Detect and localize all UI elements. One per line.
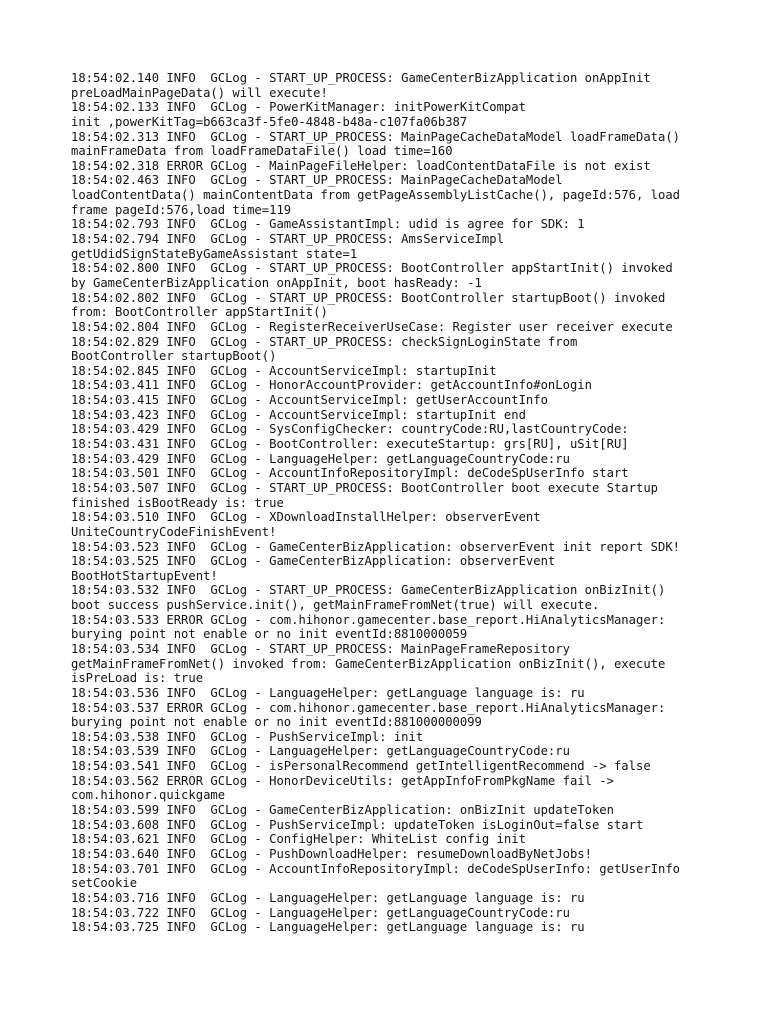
log-line: 18:54:02.794 INFO GCLog - START_UP_PROCESS: AmsServiceImpl — [71, 232, 504, 247]
log-line: 18:54:03.538 INFO GCLog - PushServiceImpl: init — [71, 729, 424, 744]
log-line: isPreLoad is: true — [71, 671, 204, 686]
log-line: 18:54:02.133 INFO GCLog - PowerKitManager: initPowerKitCompat — [71, 100, 526, 115]
log-line: loadContentData() mainContentData from getPageAssemblyListCache(), pageId:576, load — [71, 188, 681, 203]
log-line: 18:54:03.507 INFO GCLog - START_UP_PROCESS: BootController boot execute Startup — [71, 480, 658, 495]
log-line: 18:54:03.525 INFO GCLog - GameCenterBizApplication: observerEvent — [71, 554, 556, 569]
log-line: 18:54:03.725 INFO GCLog - LanguageHelper: getLanguage language is: ru — [71, 920, 585, 935]
log-line: 18:54:02.800 INFO GCLog - START_UP_PROCESS: BootController appStartInit() invoked — [71, 261, 673, 276]
log-line: 18:54:03.562 ERROR GCLog - HonorDeviceUtils: getAppInfoFromPkgName fail -> — [71, 773, 614, 788]
log-line: 18:54:03.431 INFO GCLog - BootController: executeStartup: grs[RU], uSit[RU] — [71, 437, 629, 452]
log-line: 18:54:03.415 INFO GCLog - AccountServiceImpl: getUserAccountInfo — [71, 393, 548, 408]
log-line: 18:54:03.599 INFO GCLog - GameCenterBizApplication: onBizInit updateToken — [71, 803, 614, 818]
log-line: 18:54:03.716 INFO GCLog - LanguageHelper: getLanguage language is: ru — [71, 890, 585, 905]
log-line: BootController startupBoot() — [71, 349, 277, 364]
log-text-block — [71, 71, 711, 935]
log-line: 18:54:02.140 INFO GCLog - START_UP_PROCESS: GameCenterBizApplication onAppInit — [71, 71, 651, 85]
log-line: finished isBootReady is: true — [71, 495, 284, 510]
log-line: burying point not enable or no init eventId:8810000059 — [71, 627, 468, 642]
log-line: getMainFrameFromNet() invoked from: GameCenterBizApplication onBizInit(), execute — [71, 656, 666, 671]
log-line: BootHotStartupEvent! — [71, 568, 218, 583]
log-line: 18:54:03.537 ERROR GCLog - com.hihonor.gamecenter.base_report.HiAnalyticsManager: — [71, 700, 666, 715]
log-line: 18:54:02.793 INFO GCLog - GameAssistantImpl: udid is agree for SDK: 1 — [71, 217, 585, 232]
log-line: 18:54:03.701 INFO GCLog - AccountInfoRepositoryImpl: deCodeSpUserInfo: getUserInfo — [71, 861, 681, 876]
log-line: 18:54:03.608 INFO GCLog - PushServiceImpl: updateToken isLoginOut=false start — [71, 817, 644, 832]
log-line: 18:54:03.541 INFO GCLog - isPersonalRecommend getIntelligentRecommend -> false — [71, 759, 651, 774]
log-line: 18:54:02.313 INFO GCLog - START_UP_PROCESS: MainPageCacheDataModel loadFrameData() — [71, 129, 681, 144]
log-line: by GameCenterBizApplication onAppInit, boot hasReady: -1 — [71, 275, 482, 290]
log-line: 18:54:03.533 ERROR GCLog - com.hihonor.gamecenter.base_report.HiAnalyticsManager: — [71, 612, 666, 627]
log-line: 18:54:02.802 INFO GCLog - START_UP_PROCESS: BootController startupBoot() invoked — [71, 290, 666, 305]
log-line: burying point not enable or no init eventId:881000000099 — [71, 715, 482, 730]
log-line: 18:54:03.640 INFO GCLog - PushDownloadHelper: resumeDownloadByNetJobs! — [71, 846, 592, 861]
log-line: setCookie — [71, 876, 138, 891]
log-line: 18:54:03.510 INFO GCLog - XDownloadInstallHelper: observerEvent — [71, 510, 541, 525]
log-line: UniteCountryCodeFinishEvent! — [71, 524, 277, 539]
log-line: 18:54:02.463 INFO GCLog - START_UP_PROCESS: MainPageCacheDataModel — [71, 173, 563, 188]
log-line: 18:54:03.722 INFO GCLog - LanguageHelper: getLanguageCountryCode:ru — [71, 905, 570, 920]
log-line: preLoadMainPageData() will execute! — [71, 85, 328, 100]
log-line: frame pageId:576,load time=119 — [71, 202, 292, 217]
log-line: from: BootController appStartInit() — [71, 305, 328, 320]
log-line: 18:54:03.539 INFO GCLog - LanguageHelper: getLanguageCountryCode:ru — [71, 744, 570, 759]
log-line: mainFrameData from loadFrameDataFile() load time=160 — [71, 144, 453, 159]
log-line: init ,powerKitTag=b663ca3f-5fe0-4848-b48a-c107fa06b387 — [71, 114, 468, 129]
log-line: 18:54:03.423 INFO GCLog - AccountServiceImpl: startupInit end — [71, 407, 526, 422]
log-line: boot success pushService.init(), getMainFrameFromNet(true) will execute. — [71, 598, 600, 613]
log-line: com.hihonor.quickgame — [71, 788, 226, 803]
log-line: 18:54:03.411 INFO GCLog - HonorAccountProvider: getAccountInfo#onLogin — [71, 378, 592, 393]
log-line: 18:54:03.523 INFO GCLog - GameCenterBizApplication: observerEvent init report SDK! — [71, 539, 681, 554]
log-line: 18:54:02.318 ERROR GCLog - MainPageFileHelper: loadContentDataFile is not exist — [71, 158, 651, 173]
log-line: 18:54:03.501 INFO GCLog - AccountInfoRepositoryImpl: deCodeSpUserInfo start — [71, 466, 629, 481]
log-line: 18:54:03.532 INFO GCLog - START_UP_PROCESS: GameCenterBizApplication onBizInit() — [71, 583, 666, 598]
log-line: 18:54:03.534 INFO GCLog - START_UP_PROCESS: MainPageFrameRepository — [71, 641, 570, 656]
log-line: getUdidSignStateByGameAssistant state=1 — [71, 246, 358, 261]
log-line: 18:54:03.429 INFO GCLog - LanguageHelper: getLanguageCountryCode:ru — [71, 451, 570, 466]
log-line: 18:54:02.845 INFO GCLog - AccountServiceImpl: startupInit — [71, 363, 497, 378]
log-line: 18:54:02.829 INFO GCLog - START_UP_PROCESS: checkSignLoginState from — [71, 334, 578, 349]
log-line: 18:54:03.621 INFO GCLog - ConfigHelper: WhiteList config init — [71, 832, 526, 847]
log-line: 18:54:02.804 INFO GCLog - RegisterReceiverUseCase: Register user receiver execute — [71, 319, 673, 334]
log-line: 18:54:03.429 INFO GCLog - SysConfigChecker: countryCode:RU,lastCountryCode: — [71, 422, 629, 437]
log-line: 18:54:03.536 INFO GCLog - LanguageHelper: getLanguage language is: ru — [71, 685, 585, 700]
